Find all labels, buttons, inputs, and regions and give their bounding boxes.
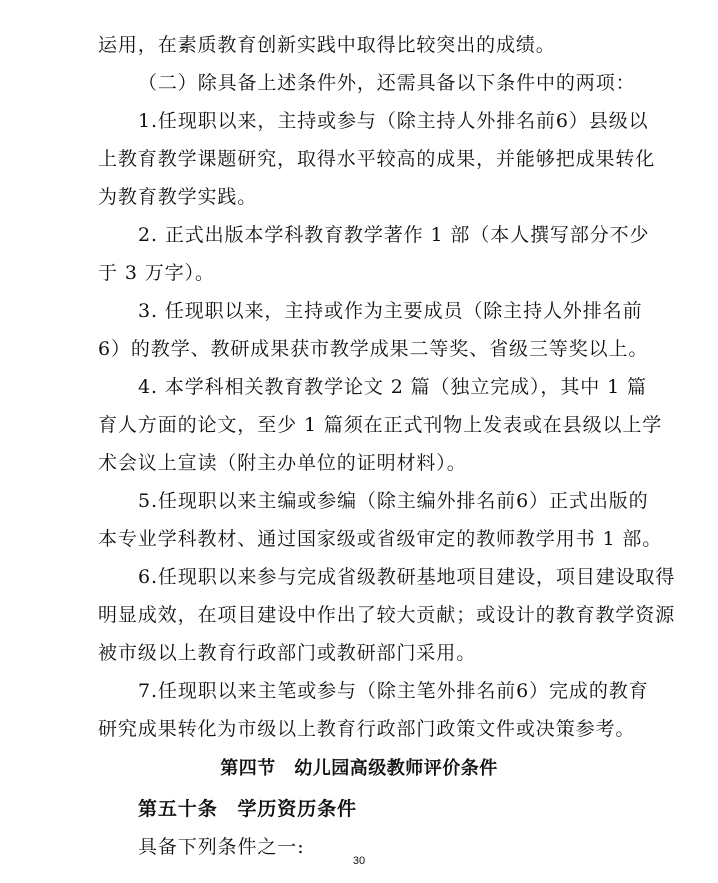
paragraph-line: 2. 正式出版本学科教育教学著作 1 部（本人撰写部分不少 — [138, 224, 650, 246]
paragraph-line: 6.任现职以来参与完成省级教研基地项目建设，项目建设取得 — [138, 566, 676, 588]
paragraph-line: 运用，在素质教育创新实践中取得比较突出的成绩。 — [98, 34, 556, 56]
paragraph-line: 上教育教学课题研究，取得水平较高的成果，并能够把成果转化 — [98, 148, 656, 170]
paragraph-line: 7.任现职以来主笔或参与（除主笔外排名前6）完成的教育 — [138, 680, 649, 702]
paragraph-line: 3. 任现职以来，主持或作为主要成员（除主持人外排名前 — [138, 300, 643, 322]
paragraph-line: （二）除具备上述条件外，还需具备以下条件中的两项： — [138, 72, 636, 94]
article-heading: 第五十条 学历资历条件 — [138, 798, 357, 820]
paragraph-line: 1.任现职以来，主持或参与（除主持人外排名前6）县级以 — [138, 110, 649, 132]
page-number: 30 — [352, 855, 366, 867]
paragraph-line: 明显成效，在项目建设中作出了较大贡献；或设计的教育教学资源 — [98, 604, 676, 626]
paragraph-line: 育人方面的论文，至少 1 篇须在正式刊物上发表或在县级以上学 — [98, 414, 663, 436]
paragraph-line: 本专业学科教材、通过国家级或省级审定的教师教学用书 1 部。 — [98, 528, 663, 550]
paragraph-line: 为教育教学实践。 — [98, 186, 258, 208]
paragraph-line: 5.任现职以来主编或参编（除主编外排名前6）正式出版的 — [138, 490, 649, 512]
article-body: 具备下列条件之一: — [138, 836, 305, 858]
paragraph-line: 于 3 万字）。 — [98, 262, 215, 284]
paragraph-line: 研究成果转化为市级以上教育行政部门政策文件或决策参考。 — [98, 718, 636, 740]
paragraph-line: 被市级以上教育行政部门或教研部门采用。 — [98, 642, 477, 664]
paragraph-line: 术会议上宣读（附主办单位的证明材料）。 — [98, 452, 467, 474]
section-heading: 第四节 幼儿园高级教师评价条件 — [220, 758, 498, 779]
paragraph-line: 6）的教学、教研成果获市教学成果二等奖、省级三等奖以上。 — [98, 338, 649, 360]
paragraph-line: 4. 本学科相关教育教学论文 2 篇（独立完成），其中 1 篇 — [138, 376, 647, 398]
